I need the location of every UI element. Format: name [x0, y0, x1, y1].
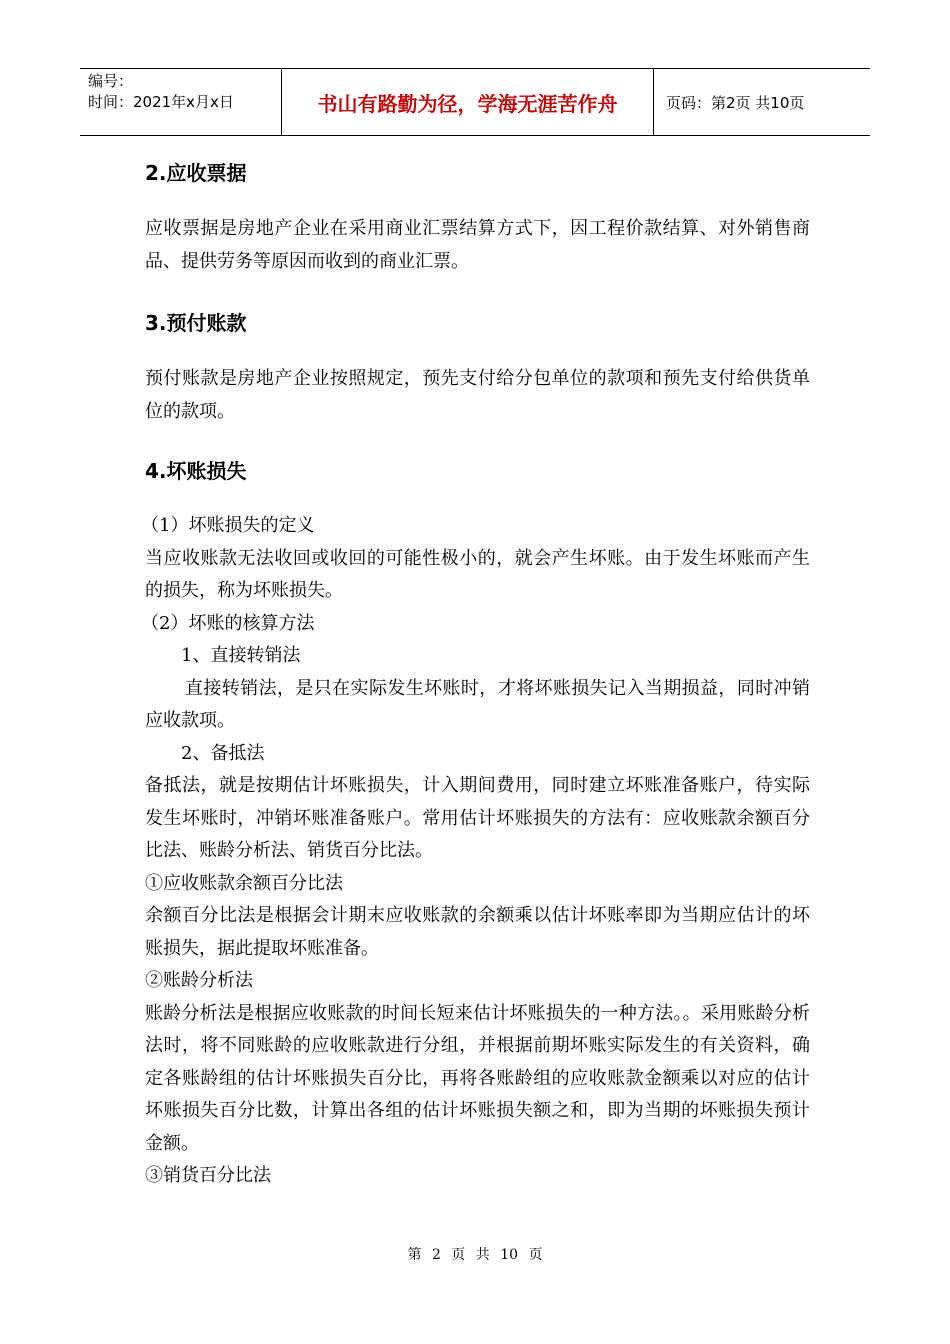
- method-1-heading: 1、直接转销法: [181, 645, 301, 666]
- method-b-heading: ②账龄分析法: [145, 970, 253, 991]
- document-body: [141, 150, 810, 1193]
- header-meta: [80, 69, 282, 135]
- method-a-paragraph: 余额百分比法是根据会计期末应收账款的余额乘以估计坏账率即为当期应估计的坏账损失，据此提取坏账准备。: [145, 905, 810, 959]
- section-3-paragraph: 预付账款是房地产企业按照规定，预先支付给分包单位的款项和预先支付给供货单位的款项。: [145, 368, 810, 422]
- method-1-paragraph: 直接转销法，是只在实际发生坏账时，才将坏账损失记入当期损益，同时冲销应收款项。: [145, 677, 810, 731]
- page-footer: 第 2 页 共 10 页: [407, 1247, 543, 1263]
- method-subheading: （2）坏账的核算方法: [141, 612, 315, 634]
- header-time-label: 时间：2021年x月x日: [88, 93, 234, 111]
- method-c-heading: ③销货百分比法: [145, 1165, 271, 1186]
- section-2-heading: 2.应收票据: [145, 161, 247, 185]
- definition-subheading: （1）坏账损失的定义: [141, 515, 315, 536]
- header-motto: 书山有路勤为径，学海无涯苦作舟: [282, 69, 654, 135]
- section-3-heading: 3.预付账款: [145, 311, 247, 335]
- definition-paragraph: 当应收账款无法收回或收回的可能性极小的，就会产生坏账。由于发生坏账而产生的损失，称为坏账损失。: [145, 547, 810, 601]
- method-a-heading: ①应收账款余额百分比法: [145, 872, 343, 894]
- method-2-paragraph: 备抵法，就是按期估计坏账损失，计入期间费用，同时建立坏账准备账户，待实际发生坏账时，冲销坏账准备账户。常用估计坏账损失的方法有：应收账款余额百分比法、账龄分析法、销货百分比法。: [145, 775, 810, 861]
- header-page-info: 页码：第2页 共10页: [666, 93, 805, 112]
- method-2-heading: 2、备抵法: [181, 742, 265, 764]
- header-number-label: 编号：: [88, 72, 134, 90]
- page-header: [80, 68, 870, 136]
- section-4-heading: 4.坏账损失: [145, 459, 247, 483]
- section-2-paragraph: 应收票据是房地产企业在采用商业汇票结算方式下，因工程价款结算、对外销售商品、提供劳务等原因而收到的商业汇票。: [145, 218, 810, 272]
- method-b-paragraph: 账龄分析法是根据应收账款的时间长短来估计坏账损失的一种方法。。采用账龄分析法时，将不同账龄的应收账款进行分组，并根据前期坏账实际发生的有关资料，确定各账龄组的估计坏账损失百分比，再将各账龄组的应收账款金额乘以对应的估计坏账损失百分比数，计算出各组的估计坏账损失额之和，即为当期的坏账损失预计金额。: [145, 1002, 810, 1154]
